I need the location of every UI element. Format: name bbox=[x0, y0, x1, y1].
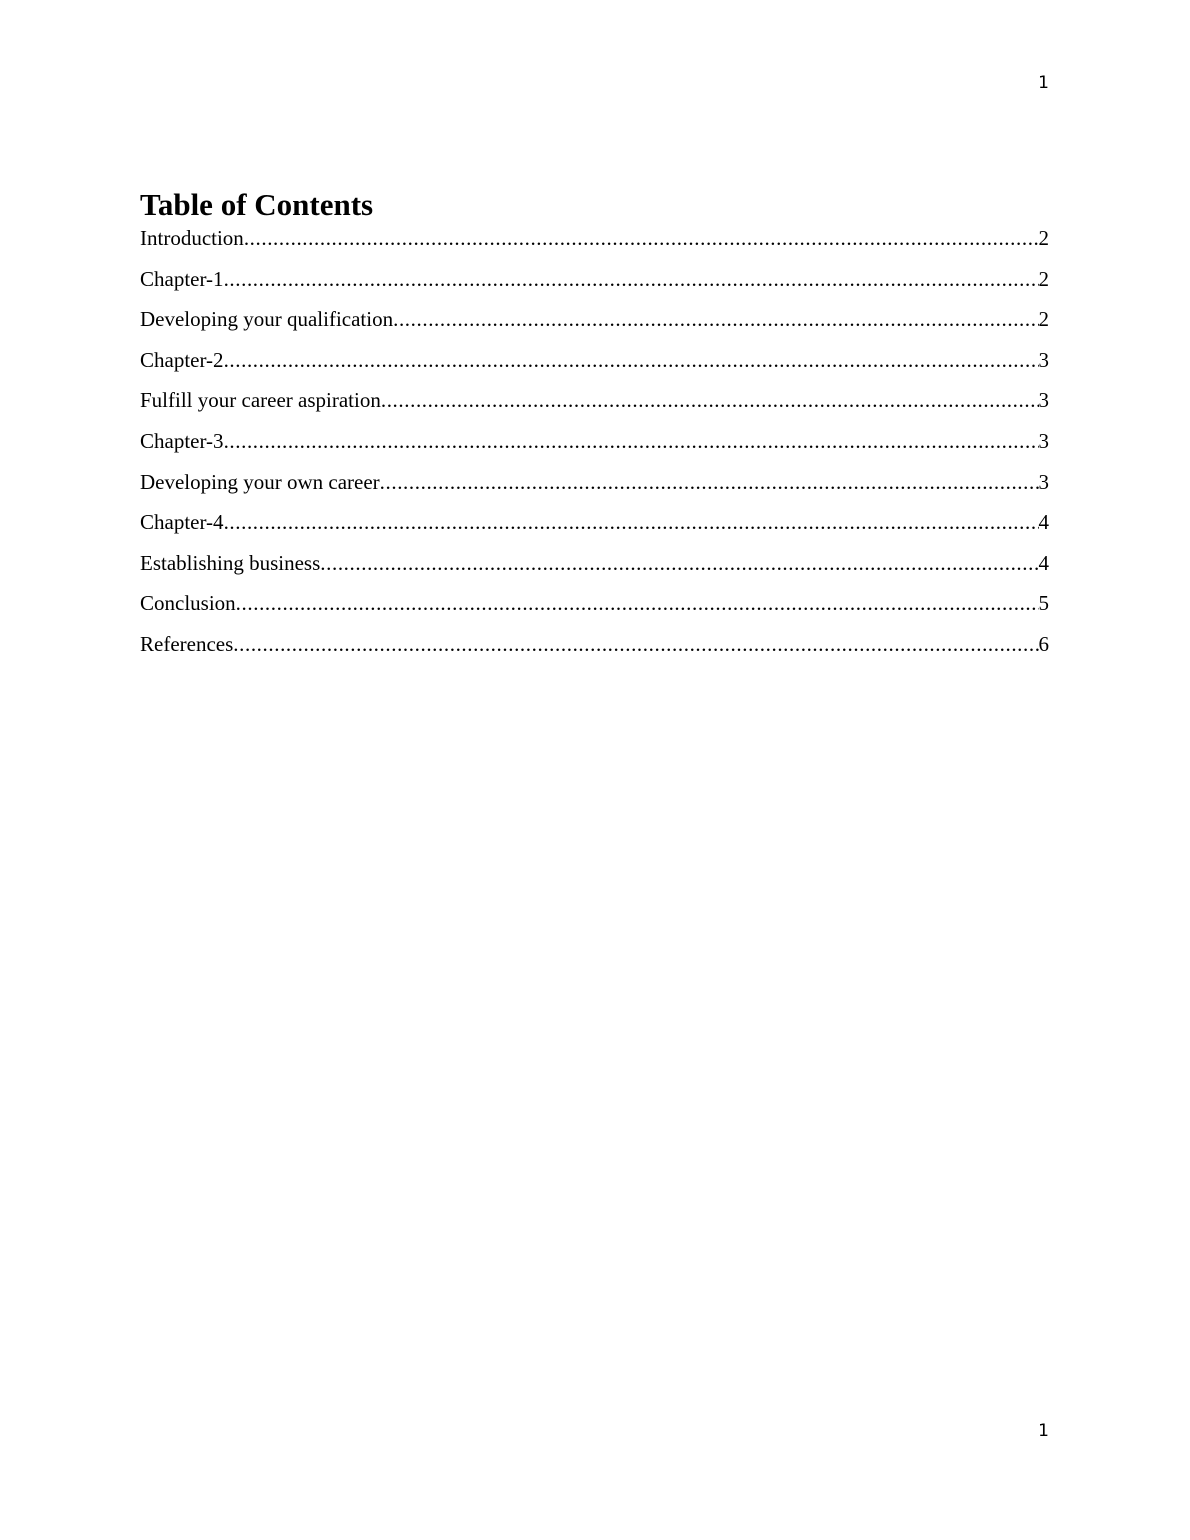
toc-entry-chapter-4[interactable] bbox=[140, 509, 1049, 550]
toc-entry-page: 3 bbox=[1038, 428, 1049, 453]
toc-entry-page: 5 bbox=[1038, 591, 1049, 616]
toc-entry-label: Developing your qualification bbox=[140, 307, 394, 332]
toc-dot-leader bbox=[224, 428, 1039, 454]
toc-entry-establishing-business[interactable] bbox=[140, 550, 1049, 591]
toc-entry-page: 3 bbox=[1038, 347, 1049, 372]
table-of-contents bbox=[140, 186, 1049, 672]
toc-entry-page: 2 bbox=[1038, 307, 1049, 332]
toc-entry-label: Developing your own career bbox=[140, 469, 380, 494]
toc-entry-label: Chapter-4 bbox=[140, 510, 224, 535]
toc-dot-leader bbox=[224, 509, 1039, 535]
header-page-number: 1 bbox=[1038, 73, 1049, 93]
toc-list bbox=[140, 225, 1049, 672]
toc-entry-label: Conclusion bbox=[140, 591, 236, 616]
toc-entry-label: Chapter-1 bbox=[140, 266, 224, 291]
footer-page-number: 1 bbox=[1038, 1421, 1049, 1441]
toc-entry-chapter-2[interactable] bbox=[140, 347, 1049, 388]
toc-entry-fulfill-your-career-aspiration[interactable] bbox=[140, 387, 1049, 428]
toc-dot-leader bbox=[233, 631, 1038, 657]
toc-entry-chapter-1[interactable] bbox=[140, 266, 1049, 307]
toc-entry-page: 3 bbox=[1038, 469, 1049, 494]
toc-entry-developing-your-own-career[interactable] bbox=[140, 469, 1049, 510]
toc-entry-label: References bbox=[140, 631, 234, 656]
toc-dot-leader bbox=[236, 590, 1039, 616]
toc-dot-leader bbox=[320, 550, 1038, 576]
toc-dot-leader bbox=[380, 469, 1039, 495]
toc-entry-page: 6 bbox=[1038, 631, 1049, 656]
toc-dot-leader bbox=[224, 266, 1039, 292]
toc-entry-introduction[interactable] bbox=[140, 225, 1049, 266]
toc-entry-chapter-3[interactable] bbox=[140, 428, 1049, 469]
toc-dot-leader bbox=[381, 387, 1039, 413]
toc-entry-developing-your-qualification[interactable] bbox=[140, 306, 1049, 347]
toc-entry-label: Chapter-3 bbox=[140, 428, 224, 453]
toc-entry-label: Chapter-2 bbox=[140, 347, 224, 372]
toc-entry-label: Introduction bbox=[140, 226, 244, 250]
toc-entry-page: 4 bbox=[1038, 510, 1049, 535]
toc-entry-label: Fulfill your career aspiration bbox=[140, 388, 381, 413]
toc-dot-leader bbox=[244, 225, 1039, 251]
toc-entry-page: 2 bbox=[1038, 266, 1049, 291]
toc-dot-leader bbox=[393, 306, 1038, 332]
toc-entry-page: 2 bbox=[1038, 226, 1049, 250]
toc-entry-conclusion[interactable] bbox=[140, 590, 1049, 631]
toc-entry-references[interactable] bbox=[140, 631, 1049, 672]
toc-entry-page: 3 bbox=[1038, 388, 1049, 413]
toc-entry-label: Establishing business bbox=[140, 550, 321, 575]
toc-title: Table of Contents bbox=[140, 187, 374, 222]
toc-dot-leader bbox=[224, 347, 1039, 373]
toc-entry-page: 4 bbox=[1038, 550, 1049, 575]
